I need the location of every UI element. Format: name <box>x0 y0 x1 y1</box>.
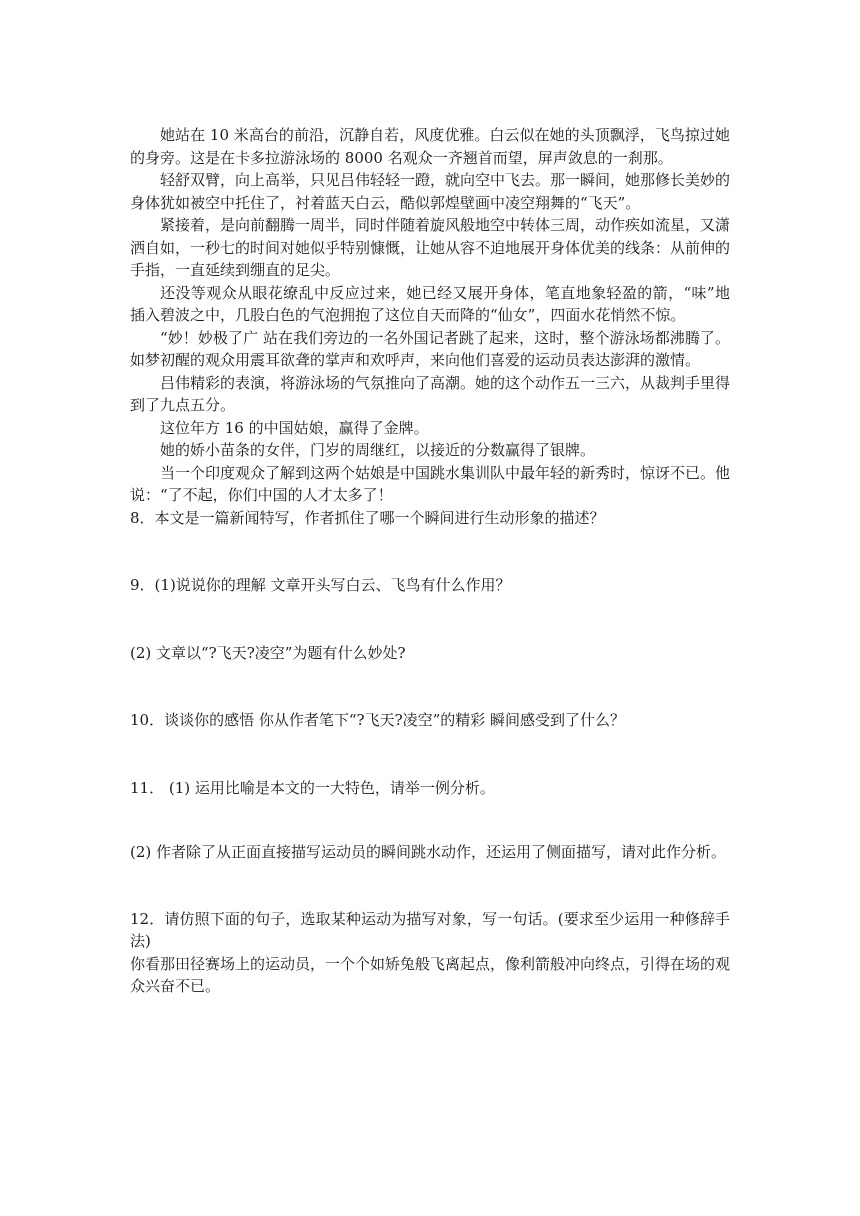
article-paragraph-9: 当一个印度观众了解到这两个姑娘是中国跳水集训队中最年轻的新秀时，惊讶不已。他说：“了不起，你们中国的人才太多了！ <box>130 463 731 504</box>
question-11-1: 11． (1) 运用比喻是本文的一大特色，请举一例分析。 <box>130 778 495 797</box>
article-paragraph-2: 轻舒双臂，向上高举，只见吕伟轻轻一蹬，就向空中飞去。那一瞬间，她那修长美妙的身体犹如被空中托住了，衬着蓝天白云，酷似郭煌壁画中凌空翔舞的“飞天”。 <box>130 171 731 212</box>
question-11-2: (2) 作者除了从正面直接描写运动员的瞬间跳水动作，还运用了侧面描写，请对此作分析。 <box>130 843 727 861</box>
question-9-1: 9．(1)说说你的理解 文章开头写白云、飞鸟有什么作用？ <box>130 576 511 594</box>
article-paragraph-6: 吕伟精彩的表演，将游泳场的气氛推向了高潮。她的这个动作五一三六，从裁判手里得到了九点五分。 <box>130 373 731 414</box>
article-paragraph-8: 她的娇小苗条的女伴，门岁的周继红，以接近的分数赢得了银牌。 <box>160 441 596 459</box>
article-paragraph-7: 这位年方 16 的中国姑娘，赢得了金牌。 <box>160 418 429 437</box>
question-12: 12．请仿照下面的句子，选取某种运动为描写对象，写一句话。(要求至少运用一种修辞手法) <box>130 909 730 950</box>
answer-space-10 <box>130 732 730 777</box>
question-8: 8．本文是一篇新闻特写，作者抓住了哪一个瞬间进行生动形象的描述？ <box>130 508 605 527</box>
article-paragraph-1: 她站在 10 米高台的前沿，沉静自若，风度优雅。白云似在她的头顶飘浮，飞鸟掠过她的身旁。这是在卡多拉游泳场的 8000 名观众一齐翘首而望，屏声敛息的一刹那。 <box>130 126 730 167</box>
answer-space-11-2 <box>130 864 730 908</box>
question-10: 10．谈谈你的感悟 你从作者笔下“?飞天?凌空”的精彩 瞬间感受到了什么？ <box>130 711 626 729</box>
answer-space-11-1 <box>130 799 730 841</box>
article-paragraph-5: “妙！妙极了广 站在我们旁边的一名外国记者跳了起来，这时，整个游泳场都沸腾了。如梦初醒的观众用震耳欲聋的掌声和欢呼声，来向他们喜爱的运动员表达澎湃的激情。 <box>130 328 730 369</box>
article-paragraph-3: 紧接着，是向前翻腾一周半，同时伴随着旋风般地空中转体三周，动作疾如流星，又潇洒自如，一秒七的时间对她似乎特别慷慨，让她从容不迫地展开身体优美的线条：从前伸的手指，一直延续到绷直的足尖。 <box>130 216 731 279</box>
answer-space-8 <box>130 529 730 574</box>
answer-space-9-2 <box>130 664 730 709</box>
answer-space-9-1 <box>130 597 730 642</box>
article-paragraph-4: 还没等观众从眼花缭乱中反应过来，她已经又展开身体，笔直地象轻盈的箭，“味”地插入碧波之中，几股白色的气泡拥抱了这位自天而降的“仙女”，四面水花悄然不惊。 <box>130 283 730 324</box>
document-body <box>130 124 730 998</box>
question-12-example: 你看那田径赛场上的运动员，一个个如矫兔般飞离起点，像利箭般冲向终点，引得在场的观众兴奋不已。 <box>130 954 731 995</box>
question-9-2: (2) 文章以“?飞天?凌空”为题有什么妙处? <box>130 643 406 662</box>
